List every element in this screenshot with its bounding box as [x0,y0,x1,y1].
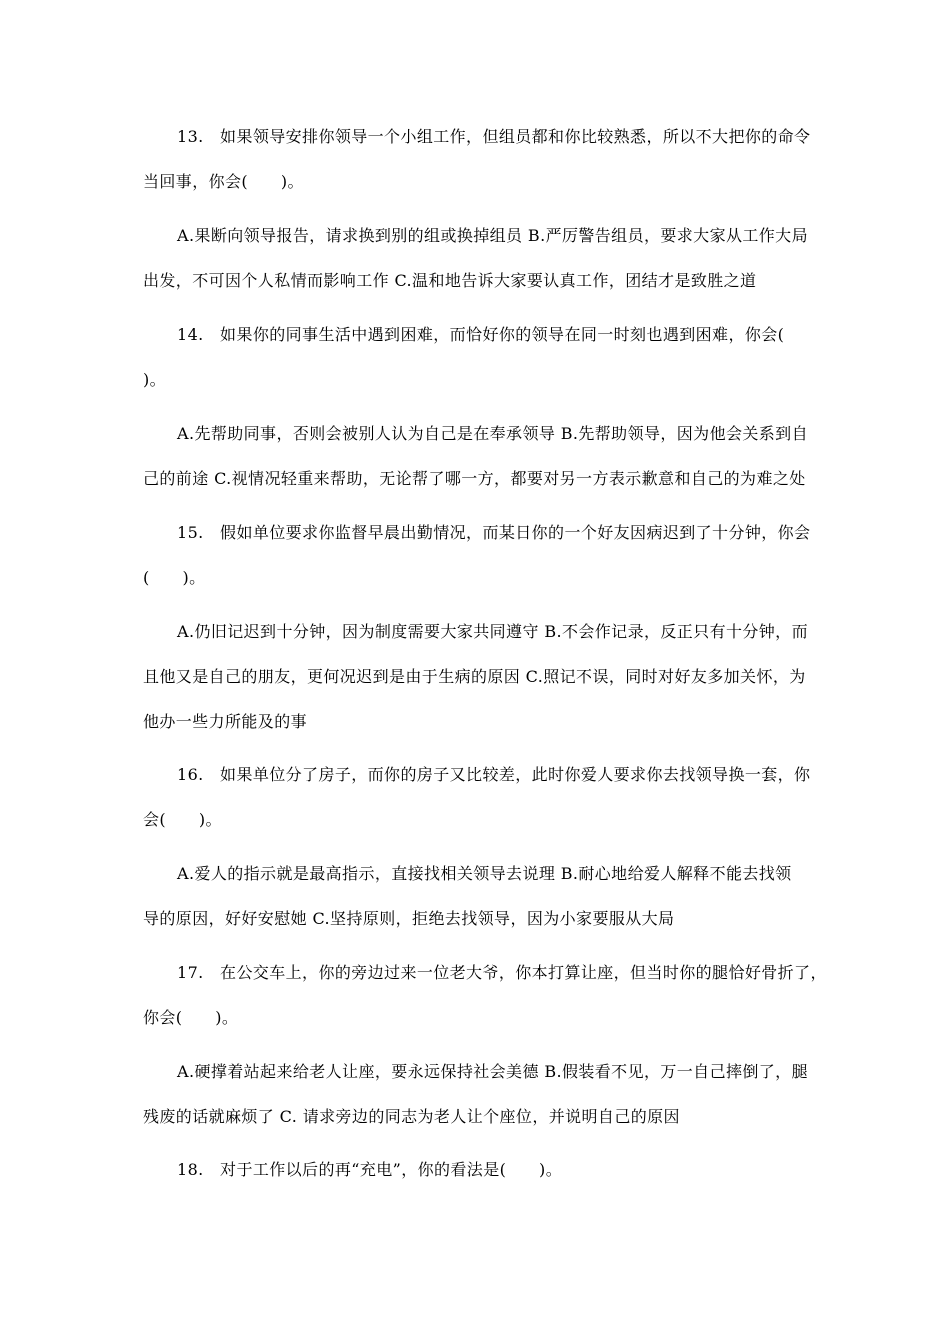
question-15-options-line-2: 且他又是自己的朋友，更何况迟到是由于生病的原因 C.照记不误，同时对好友多加关怀，为 [143,667,806,686]
question-13-line-1: 13. 如果领导安排你领导一个小组工作，但组员都和你比较熟悉，所以不大把你的命令 [177,127,811,146]
question-14-line-2: )。 [143,370,167,389]
question-17-options-line-1: A.硬撑着站起来给老人让座，要永远保持社会美德 B.假装看不见，万一自己摔倒了，腿 [177,1062,808,1081]
question-13-options-line-1: A.果断向领导报告，请求换到别的组或换掉组员 B.严厉警告组员，要求大家从工作大局 [177,226,808,245]
question-15-line-2: ( )。 [143,568,206,587]
question-13-line-2: 当回事，你会( )。 [143,172,304,191]
question-15-options-line-3: 他办一些力所能及的事 [143,712,308,731]
question-15-line-1: 15. 假如单位要求你监督早晨出勤情况，而某日你的一个好友因病迟到了十分钟，你会 [177,523,811,542]
question-16-line-1: 16. 如果单位分了房子，而你的房子又比较差，此时你爱人要求你去找领导换一套，你 [177,765,811,784]
question-16-options-line-1: A.爱人的指示就是最高指示，直接找相关领导去说理 B.耐心地给爱人解释不能去找领 [177,864,792,883]
question-13-options-line-2: 出发，不可因个人私情而影响工作 C.温和地告诉大家要认真工作，团结才是致胜之道 [143,271,757,290]
question-16-line-2: 会( )。 [143,810,222,829]
question-17-line-2: 你会( )。 [143,1008,239,1027]
question-15-options-line-1: A.仍旧记迟到十分钟，因为制度需要大家共同遵守 B.不会作记录，反正只有十分钟，而 [177,622,808,641]
question-17-line-1: 17. 在公交车上，你的旁边过来一位老大爷，你本打算让座，但当时你的腿恰好骨折了， [177,963,827,982]
question-16-options-line-2: 导的原因，好好安慰她 C.坚持原则，拒绝去找领导，因为小家要服从大局 [143,909,675,928]
question-14-options-line-2: 己的前途 C.视情况轻重来帮助，无论帮了哪一方，都要对另一方表示歉意和自己的为难之处 [143,469,806,488]
question-14-options-line-1: A.先帮助同事，否则会被别人认为自己是在奉承领导 B.先帮助领导，因为他会关系到自 [177,424,808,443]
question-17-options-line-2: 残废的话就麻烦了 C. 请求旁边的同志为老人让个座位，并说明自己的原因 [143,1107,680,1126]
question-18-line-1: 18. 对于工作以后的再“充电”，你的看法是( )。 [177,1160,563,1179]
question-14-line-1: 14. 如果你的同事生活中遇到困难，而恰好你的领导在同一时刻也遇到困难，你会( [177,325,785,344]
